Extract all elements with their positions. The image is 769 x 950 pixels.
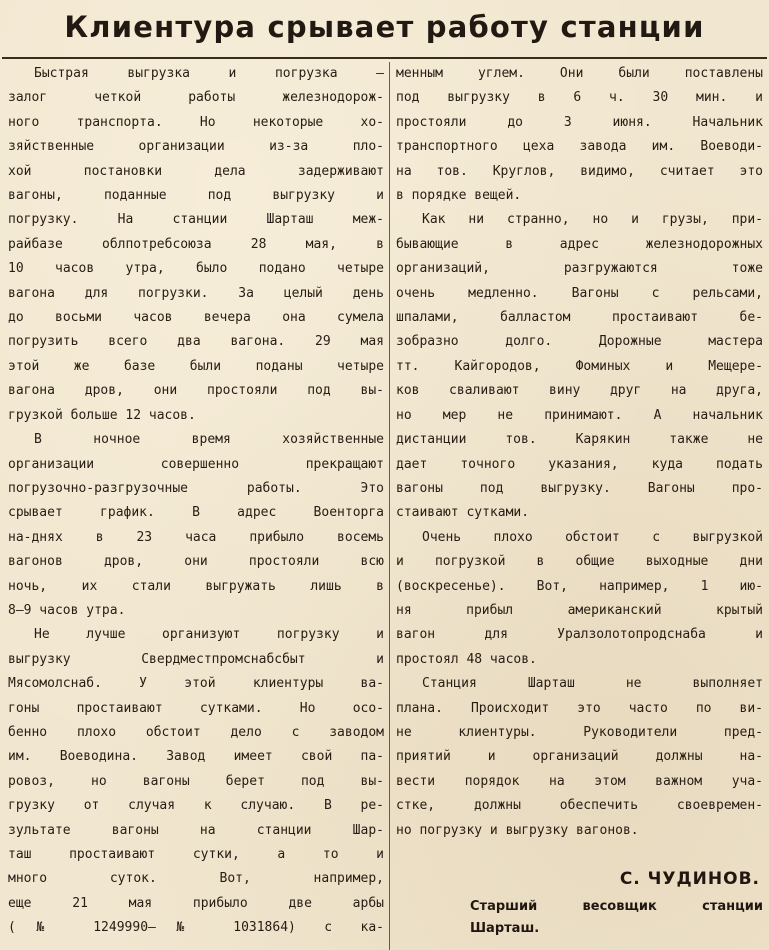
article-line: тт. Кайгородов, Фоминых и Мещере- (396, 358, 763, 374)
author-title-line2: Шарташ. (470, 921, 540, 936)
article-line: вагоны под выгрузку. Вагоны про- (396, 480, 763, 496)
article-line: гоны простаивают сутками. Но осо- (8, 700, 384, 716)
article-line: срывает график. В адрес Военторга (8, 505, 384, 521)
article-line: 8—9 часов утра. (8, 602, 126, 618)
article-headline: Клиентура срывает работу станции (64, 10, 705, 44)
article-line: организации совершенно прекращают (8, 456, 384, 472)
article-line: залог четкой работы железнодорож- (8, 90, 384, 106)
article-line: райбазе облпотребсоюза 28 мая, в (8, 236, 384, 252)
article-line: Очень плохо обстоит с выгрузкой (422, 529, 763, 545)
article-line: погрузить всего два вагона. 29 мая (8, 334, 384, 350)
article-line: зяйственные организации из-за пло- (8, 139, 384, 155)
article-line: Быстрая выгрузка и погрузка — (34, 66, 384, 81)
article-line: хой постановки дела задерживают (8, 163, 384, 179)
article-line: в порядке вещей. (396, 188, 522, 204)
article-line: вагонов дров, они простояли всю (8, 554, 384, 570)
article-line: не клиентуры. Руководители пред- (396, 724, 763, 740)
article-line: очень медленно. Вагоны с рельсами, (396, 285, 763, 301)
article-line: на тов. Круглов, видимо, считает это (396, 163, 763, 179)
article-line: организаций, разгружаются тоже (396, 261, 763, 277)
article-line: 10 часов утра, было подано четыре (8, 261, 384, 277)
article-line: под выгрузку в 6 ч. 30 мин. и (396, 90, 763, 106)
article-line: вести порядок на этом важном уча- (396, 773, 763, 789)
author-title-line1: Старший весовщик станции (470, 899, 763, 914)
column-divider (389, 62, 390, 950)
headline-rule (2, 57, 767, 59)
article-line: дистанции тов. Карякин также не (396, 432, 763, 448)
article-line: погрузку. На станции Шарташ меж- (8, 212, 384, 228)
article-line: менным углем. Они были поставлены (396, 66, 763, 81)
article-line: грузку от случая к случаю. В ре- (8, 798, 384, 814)
article-line: ровоз, но вагоны берет под вы- (8, 773, 384, 789)
article-line: транспортного цеха завода им. Воеводи- (396, 139, 763, 155)
article-line: Станция Шарташ не выполняет (422, 676, 763, 692)
article-line: вагон для Уралзолотопродснаба и (396, 627, 763, 643)
article-line: шпалами, балластом простаивают бе- (396, 310, 763, 326)
article-line: ня прибыл американский крытый (396, 602, 763, 618)
article-line: В ночное время хозяйственные (34, 432, 384, 448)
article-line: простоял 48 часов. (396, 651, 537, 667)
article-line: но погрузку и выгрузку вагонов. (396, 822, 639, 838)
article-line: Как ни странно, но и грузы, при- (422, 212, 763, 228)
article-line: бенно плохо обстоит дело с заводом (8, 724, 384, 740)
article-right-column (396, 62, 763, 843)
article-line: таш простаивают сутки, а то и (8, 847, 384, 862)
article-line: до восьми часов вечера она сумела (8, 310, 384, 326)
article-line: простояли до 3 июня. Начальник (396, 114, 763, 130)
article-line: Мясомолснаб. У этой клиентуры ва- (8, 676, 384, 692)
article-line: но мер не принимают. А начальник (396, 407, 763, 423)
article-line: ного транспорта. Но некоторые хо- (8, 114, 384, 130)
article-line: им. Воеводина. Завод имеет свой па- (8, 749, 384, 765)
article-line: стаивают сутками. (396, 505, 530, 521)
article-line: (№ 1249990—№ 1031864) с ка- (8, 920, 384, 936)
article-line: выгрузку Свердместпромснабсбыт и (8, 651, 384, 667)
article-line: плана. Происходит это часто по ви- (396, 700, 763, 716)
article-line: еще 21 мая прибыло две арбы (8, 895, 384, 911)
article-line: и погрузкой в общие выходные дни (396, 554, 763, 570)
article-line: вагона для погрузки. За целый день (8, 285, 384, 301)
article-line: ков сваливают вину друг на друга, (396, 383, 763, 399)
article-line: приятий и организаций должны на- (396, 749, 763, 765)
article-line: вагоны, поданные под выгрузку и (8, 188, 384, 204)
article-line: погрузочно-разгрузочные работы. Это (8, 480, 384, 496)
article-line: на-днях в 23 часа прибыло восемь (8, 529, 384, 545)
article-line: стке, должны обеспечить своевремен- (396, 798, 763, 814)
article-line: Не лучше организуют погрузку и (34, 627, 384, 643)
author-name: С. ЧУДИНОВ. (619, 869, 760, 889)
article-line: грузкой больше 12 часов. (8, 407, 196, 423)
article-line: ночь, их стали выгружать лишь в (8, 578, 384, 594)
article-line: зобразно долго. Дорожные мастера (396, 334, 763, 350)
article-line: дает точного указания, куда подать (396, 456, 763, 472)
article-line: зультате вагоны на станции Шар- (8, 822, 384, 838)
article-line: этой же базе были поданы четыре (8, 358, 384, 374)
article-line: (воскресенье). Вот, например, 1 ию- (396, 578, 763, 594)
article-line: много суток. Вот, например, (8, 871, 384, 887)
article-line: бывающие в адрес железнодорожных (396, 236, 763, 252)
article-line: вагона дров, они простояли под вы- (8, 383, 384, 399)
article-left-column (8, 62, 384, 941)
